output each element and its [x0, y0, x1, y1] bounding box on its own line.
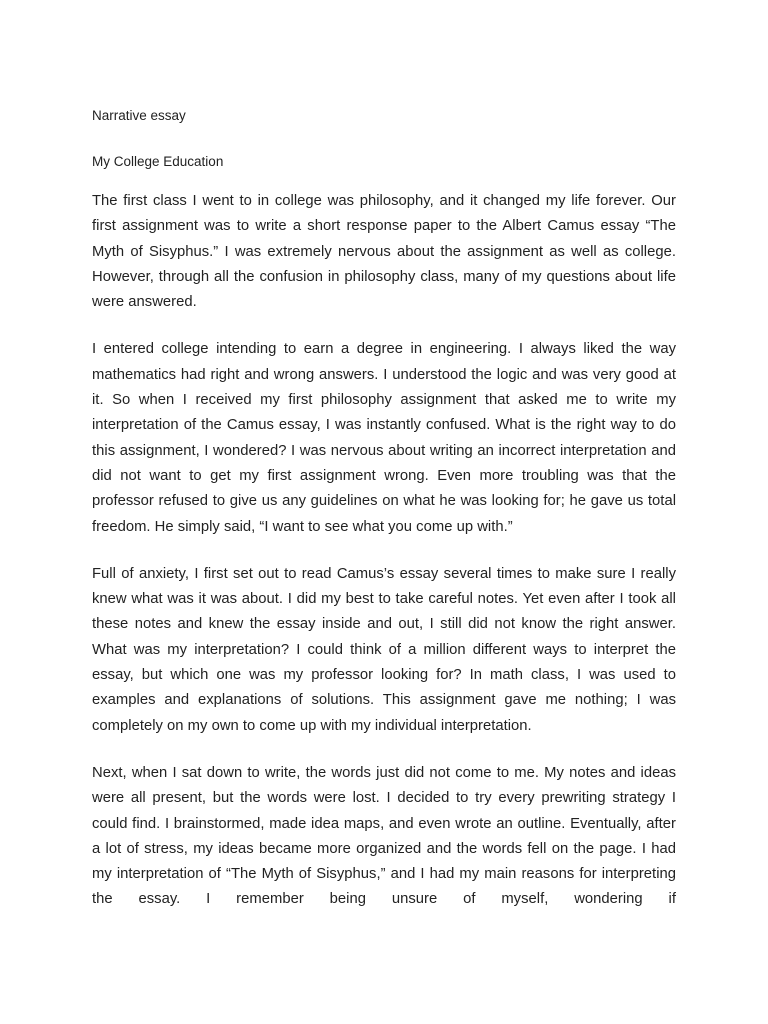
document-title: My College Education [92, 154, 224, 169]
paragraph-3: Full of anxiety, I first set out to read Camus’s essay several times to make sure I really knew what was it was about. I did my best to take careful notes. Yet even after I took all these notes and knew the essay inside and out, I still did not know the right answer. What was my interpretation? I could think of a million different ways to interpret the essay, but which one was my professor looking for? In math class, I was used to examples and explanations of solutions. This assignment gave me nothing; I was completely on my own to come up with my individual interpretation. [92, 565, 676, 734]
paragraph-1: The first class I went to in college was philosophy, and it changed my life forever. Our first assignment was to write a short response paper to the Albert Camus essay “The Myth of Sisyphus.” I was extremely nervous about the assignment as well as college. However, through all the confusion in philosophy class, many of my questions about life were answered. [92, 193, 676, 311]
paragraph-2: I entered college intending to earn a degree in engineering. I always liked the way mathematics had right and wrong answers. I understood the logic and was very good at it. So when I received my first philosophy assignment that asked me to write my interpretation of the Camus essay, I was instantly confused. What is the right way to do this assignment, I wondered? I was nervous about writing an incorrect interpretation and did not want to get my first assignment wrong. Even more troubling was that the professor refused to give us any guidelines on what he was looking for; he gave us total freedom. He simply said, “I want to see what you come up with.” [92, 341, 676, 535]
paragraph-4: Next, when I sat down to write, the words just did not come to me. My notes and ideas were all present, but the words were lost. I decided to try every prewriting strategy I could find. I brainstormed, made idea maps, and even wrote an outline. Eventually, after a lot of stress, my ideas became more organized and the words fell on the page. I had my interpretation of “The Myth of Sisyphus,” and I had my main reasons for interpreting the essay. I remember being unsure of myself, wondering if [92, 764, 676, 908]
document-type-label: Narrative essay [92, 108, 186, 123]
